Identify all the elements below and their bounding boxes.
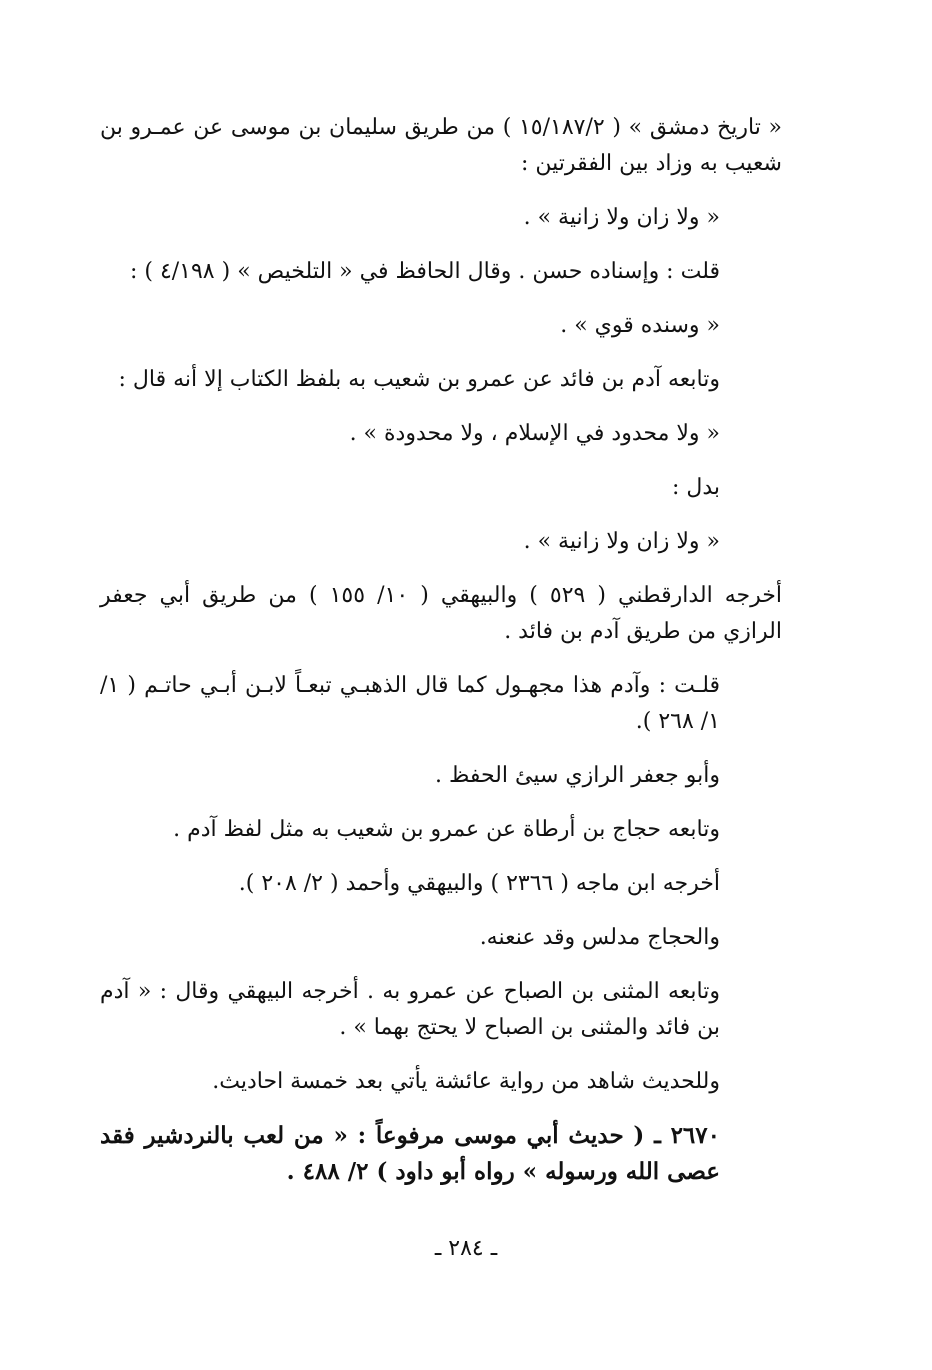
paragraph-quote-zan: « ولا زان ولا زانية » . bbox=[523, 205, 720, 230]
paragraph-abu-jafar: وأبو جعفر الرازي سيئ الحفظ . bbox=[434, 763, 720, 788]
paragraph-quote-zan-2: « ولا زان ولا زانية » . bbox=[523, 529, 720, 554]
paragraph-quote-mahdud: « ولا محدود في الإسلام ، ولا محدودة » . bbox=[349, 421, 720, 446]
paragraph-aisha-shahid: وللحديث شاهد من رواية عائشة يأتي بعد خمسة احاديث. bbox=[212, 1069, 720, 1094]
paragraph-adam-bin-faid: وتابعه آدم بن فائد عن عمرو بن شعيب به بلفظ الكتاب إلا أنه قال : bbox=[118, 367, 720, 392]
paragraph-muthanna: وتابعه المثنى بن الصباح عن عمرو به . أخرجه البيهقي وقال : « آدم بن فائد والمثنى بن الصباح لا يحتج بهما » . bbox=[100, 979, 720, 1040]
paragraph-adam-majhul: قلـت : وآدم هذا مجهـول كما قال الذهبـي تبعـاً لابـن أبـي حاتـم ( ١/ ١/ ٢٦٨ ). bbox=[100, 673, 720, 734]
paragraph-tarikh-dimashq: « تاريخ دمشق » ( ١٥/١٨٧/٢ ) من طريق سليمان بن موسى عن عمـرو بن شعيب به وزاد بين الفقرتين : bbox=[100, 115, 782, 176]
paragraph-badal: بدل : bbox=[671, 475, 720, 500]
page-body bbox=[100, 110, 782, 1208]
paragraph-quote-qawi: « وسنده قوي » . bbox=[560, 313, 720, 338]
paragraph-daraqutni: أخرجه الدارقطني ( ٥٢٩ ) والبيهقي ( ١٠/ ١٥٥ ) من طريق أبي جعفر الرازي من طريق آدم بن فائد . bbox=[100, 583, 783, 644]
paragraph-hajjaj: وتابعه حجاج بن أرطاة عن عمرو بن شعيب به مثل لفظ آدم . bbox=[173, 817, 720, 842]
paragraph-ibn-majah: أخرجه ابن ماجه ( ٢٣٦٦ ) والبيهقي وأحمد ( ٢/ ٢٠٨ ). bbox=[238, 871, 720, 896]
paragraph-qultu-hasan: قلت : وإسناده حسن . وقال الحافظ في « التلخيص » ( ٤/١٩٨ ) : bbox=[129, 259, 720, 284]
paragraph-hajjaj-mudallis: والحجاج مدلس وقد عنعنه. bbox=[479, 925, 720, 950]
paragraph-hadith-2670: ٢٦٧٠ ـ ( حديث أبي موسى مرفوعاً : « من لعب بالنردشير فقد عصى الله ورسوله » رواه أبو داود ) ٢/ ٤٨٨ . bbox=[100, 1122, 720, 1185]
page-number: ـ ٢٨٤ ـ bbox=[434, 1236, 498, 1261]
